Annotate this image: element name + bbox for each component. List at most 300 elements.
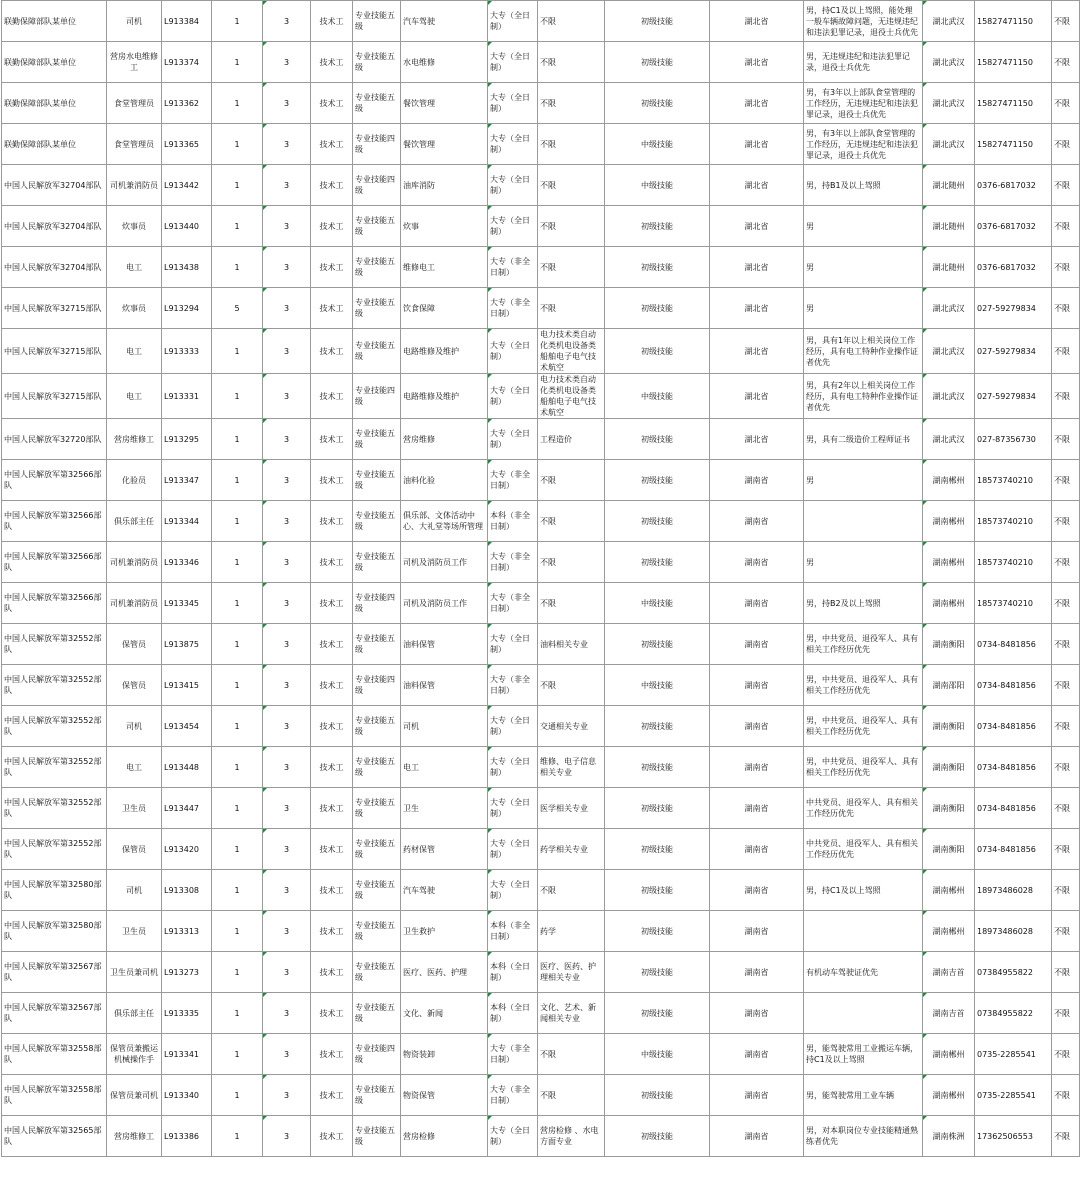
province-cell: 湖南省 — [710, 911, 804, 952]
ratio-cell: 3 — [263, 288, 311, 329]
location-cell: 湖南衡阳 — [923, 788, 975, 829]
requirement-cell: 男，具有二级造价工程师证书 — [804, 419, 923, 460]
province-cell: 湖北省 — [710, 247, 804, 288]
count-cell: 1 — [212, 747, 263, 788]
table-row — [2, 1, 1080, 42]
count-cell: 1 — [212, 993, 263, 1034]
code-cell: L913440 — [162, 206, 212, 247]
post-cell: 司机 — [107, 706, 162, 747]
skill-cell: 初级技能 — [605, 329, 710, 374]
education-cell: 大专（全日制） — [488, 1, 538, 42]
unit-cell: 中国人民解放军第32552部队 — [2, 829, 107, 870]
skill-cell: 初级技能 — [605, 706, 710, 747]
unit-cell: 中国人民解放军第32552部队 — [2, 665, 107, 706]
location-cell: 湖北武汉 — [923, 42, 975, 83]
location-cell: 湖北武汉 — [923, 374, 975, 419]
unit-cell: 中国人民解放军第32566部队 — [2, 501, 107, 542]
skill-cell: 初级技能 — [605, 911, 710, 952]
ratio-cell: 3 — [263, 206, 311, 247]
category-cell: 技术工 — [311, 247, 353, 288]
location-cell: 湖南邵阳 — [923, 665, 975, 706]
count-cell: 1 — [212, 624, 263, 665]
other-cell: 不限 — [1052, 329, 1080, 374]
unit-cell: 中国人民解放军第32566部队 — [2, 542, 107, 583]
grade-cell: 专业技能五级 — [353, 747, 401, 788]
table-row — [2, 206, 1080, 247]
grade-cell: 专业技能五级 — [353, 501, 401, 542]
ratio-cell: 3 — [263, 165, 311, 206]
category-cell: 技术工 — [311, 583, 353, 624]
post-cell: 司机兼消防员 — [107, 542, 162, 583]
unit-cell: 联勤保障部队某单位 — [2, 83, 107, 124]
skill-cell: 初级技能 — [605, 1, 710, 42]
post-cell: 卫生员 — [107, 788, 162, 829]
grade-cell: 专业技能四级 — [353, 1034, 401, 1075]
location-cell: 湖北随州 — [923, 247, 975, 288]
major-cell: 营房检修 、水电方面专业 — [538, 1116, 605, 1157]
post-cell: 电工 — [107, 247, 162, 288]
duty-cell: 油料保管 — [401, 624, 488, 665]
code-cell: L913340 — [162, 1075, 212, 1116]
count-cell: 1 — [212, 706, 263, 747]
table-row — [2, 329, 1080, 374]
count-cell: 1 — [212, 419, 263, 460]
grade-cell: 专业技能四级 — [353, 165, 401, 206]
requirement-cell: 男 — [804, 288, 923, 329]
code-cell: L913341 — [162, 1034, 212, 1075]
skill-cell: 初级技能 — [605, 747, 710, 788]
table-row — [2, 624, 1080, 665]
location-cell: 湖南郴州 — [923, 583, 975, 624]
requirement-cell: 中共党员、退役军人、具有相关工作经历优先 — [804, 788, 923, 829]
table-row — [2, 788, 1080, 829]
code-cell: L913273 — [162, 952, 212, 993]
location-cell: 湖南郴州 — [923, 501, 975, 542]
province-cell: 湖南省 — [710, 788, 804, 829]
table-row — [2, 1116, 1080, 1157]
province-cell: 湖北省 — [710, 83, 804, 124]
category-cell: 技术工 — [311, 993, 353, 1034]
phone-cell: 027-87356730 — [975, 419, 1052, 460]
count-cell: 1 — [212, 124, 263, 165]
duty-cell: 餐饮管理 — [401, 83, 488, 124]
duty-cell: 物资保管 — [401, 1075, 488, 1116]
code-cell: L913386 — [162, 1116, 212, 1157]
province-cell: 湖南省 — [710, 1034, 804, 1075]
other-cell: 不限 — [1052, 993, 1080, 1034]
post-cell: 营房维修工 — [107, 419, 162, 460]
other-cell: 不限 — [1052, 911, 1080, 952]
unit-cell: 中国人民解放军第32580部队 — [2, 911, 107, 952]
table-row — [2, 42, 1080, 83]
requirement-cell: 男 — [804, 460, 923, 501]
major-cell: 不限 — [538, 165, 605, 206]
count-cell: 1 — [212, 665, 263, 706]
category-cell: 技术工 — [311, 829, 353, 870]
duty-cell: 司机及消防员工作 — [401, 583, 488, 624]
code-cell: L913345 — [162, 583, 212, 624]
grade-cell: 专业技能四级 — [353, 665, 401, 706]
phone-cell: 18573740210 — [975, 460, 1052, 501]
requirement-cell — [804, 993, 923, 1034]
ratio-cell: 3 — [263, 993, 311, 1034]
code-cell: L913294 — [162, 288, 212, 329]
ratio-cell: 3 — [263, 952, 311, 993]
other-cell: 不限 — [1052, 288, 1080, 329]
post-cell: 俱乐部主任 — [107, 993, 162, 1034]
location-cell: 湖南吉首 — [923, 993, 975, 1034]
category-cell: 技术工 — [311, 288, 353, 329]
requirement-cell — [804, 911, 923, 952]
post-cell: 食堂管理员 — [107, 124, 162, 165]
count-cell: 1 — [212, 1, 263, 42]
duty-cell: 饮食保障 — [401, 288, 488, 329]
other-cell: 不限 — [1052, 1034, 1080, 1075]
grade-cell: 专业技能五级 — [353, 542, 401, 583]
code-cell: L913442 — [162, 165, 212, 206]
major-cell: 不限 — [538, 583, 605, 624]
code-cell: L913448 — [162, 747, 212, 788]
other-cell: 不限 — [1052, 870, 1080, 911]
duty-cell: 电路维修及维护 — [401, 374, 488, 419]
skill-cell: 初级技能 — [605, 542, 710, 583]
table-row — [2, 83, 1080, 124]
skill-cell: 初级技能 — [605, 624, 710, 665]
code-cell: L913344 — [162, 501, 212, 542]
unit-cell: 中国人民解放军32704部队 — [2, 165, 107, 206]
major-cell: 不限 — [538, 1075, 605, 1116]
unit-cell: 中国人民解放军第32566部队 — [2, 583, 107, 624]
skill-cell: 初级技能 — [605, 247, 710, 288]
requirement-cell: 男，持C1及以上驾照，能处理一般车辆故障问题，无违规违纪和违法犯罪记录，退役士兵优先 — [804, 1, 923, 42]
unit-cell: 中国人民解放军第32552部队 — [2, 788, 107, 829]
count-cell: 1 — [212, 583, 263, 624]
grade-cell: 专业技能五级 — [353, 870, 401, 911]
province-cell: 湖北省 — [710, 206, 804, 247]
count-cell: 1 — [212, 1034, 263, 1075]
unit-cell: 中国人民解放军32704部队 — [2, 247, 107, 288]
grade-cell: 专业技能五级 — [353, 460, 401, 501]
grade-cell: 专业技能五级 — [353, 206, 401, 247]
category-cell: 技术工 — [311, 329, 353, 374]
requirement-cell: 有机动车驾驶证优先 — [804, 952, 923, 993]
code-cell: L913420 — [162, 829, 212, 870]
education-cell: 大专（全日制） — [488, 829, 538, 870]
ratio-cell: 3 — [263, 747, 311, 788]
code-cell: L913295 — [162, 419, 212, 460]
count-cell: 1 — [212, 247, 263, 288]
skill-cell: 初级技能 — [605, 870, 710, 911]
ratio-cell: 3 — [263, 1034, 311, 1075]
duty-cell: 油料化验 — [401, 460, 488, 501]
other-cell: 不限 — [1052, 665, 1080, 706]
province-cell: 湖南省 — [710, 747, 804, 788]
count-cell: 1 — [212, 329, 263, 374]
duty-cell: 水电维修 — [401, 42, 488, 83]
grade-cell: 专业技能五级 — [353, 706, 401, 747]
province-cell: 湖南省 — [710, 624, 804, 665]
phone-cell: 07384955822 — [975, 952, 1052, 993]
post-cell: 司机 — [107, 1, 162, 42]
education-cell: 大专（全日制） — [488, 870, 538, 911]
other-cell: 不限 — [1052, 583, 1080, 624]
requirement-cell: 男，有3年以上部队食堂管理的工作经历，无违规违纪和违法犯罪记录，退役士兵优先 — [804, 83, 923, 124]
category-cell: 技术工 — [311, 206, 353, 247]
count-cell: 1 — [212, 165, 263, 206]
province-cell: 湖北省 — [710, 329, 804, 374]
skill-cell: 初级技能 — [605, 1075, 710, 1116]
unit-cell: 联勤保障部队某单位 — [2, 1, 107, 42]
category-cell: 技术工 — [311, 665, 353, 706]
other-cell: 不限 — [1052, 206, 1080, 247]
post-cell: 卫生员 — [107, 911, 162, 952]
province-cell: 湖南省 — [710, 1116, 804, 1157]
requirement-cell: 男，具有1年以上相关岗位工作经历，具有电工特种作业操作证者优先 — [804, 329, 923, 374]
unit-cell: 中国人民解放军第32558部队 — [2, 1075, 107, 1116]
education-cell: 大专（全日制） — [488, 788, 538, 829]
unit-cell: 联勤保障部队某单位 — [2, 42, 107, 83]
code-cell: L913454 — [162, 706, 212, 747]
phone-cell: 15827471150 — [975, 124, 1052, 165]
major-cell: 维修、电子信息相关专业 — [538, 747, 605, 788]
table-row — [2, 993, 1080, 1034]
requirement-cell: 男，有3年以上部队食堂管理的工作经历，无违规违纪和违法犯罪记录，退役士兵优先 — [804, 124, 923, 165]
duty-cell: 药材保管 — [401, 829, 488, 870]
phone-cell: 0734-8481856 — [975, 788, 1052, 829]
post-cell: 司机兼消防员 — [107, 583, 162, 624]
skill-cell: 初级技能 — [605, 952, 710, 993]
unit-cell: 中国人民解放军32715部队 — [2, 288, 107, 329]
location-cell: 湖北武汉 — [923, 124, 975, 165]
location-cell: 湖南郴州 — [923, 542, 975, 583]
other-cell: 不限 — [1052, 374, 1080, 419]
count-cell: 1 — [212, 788, 263, 829]
province-cell: 湖南省 — [710, 870, 804, 911]
post-cell: 俱乐部主任 — [107, 501, 162, 542]
unit-cell: 中国人民解放军32715部队 — [2, 374, 107, 419]
other-cell: 不限 — [1052, 542, 1080, 583]
phone-cell: 0734-8481856 — [975, 624, 1052, 665]
category-cell: 技术工 — [311, 460, 353, 501]
category-cell: 技术工 — [311, 165, 353, 206]
category-cell: 技术工 — [311, 1, 353, 42]
province-cell: 湖南省 — [710, 1075, 804, 1116]
location-cell: 湖南郴州 — [923, 1075, 975, 1116]
education-cell: 大专（全日制） — [488, 706, 538, 747]
post-cell: 炊事员 — [107, 288, 162, 329]
ratio-cell: 3 — [263, 1116, 311, 1157]
ratio-cell: 3 — [263, 42, 311, 83]
phone-cell: 18973486028 — [975, 911, 1052, 952]
post-cell: 电工 — [107, 329, 162, 374]
grade-cell: 专业技能五级 — [353, 788, 401, 829]
count-cell: 1 — [212, 1116, 263, 1157]
education-cell: 大专（非全日制） — [488, 583, 538, 624]
major-cell: 电力技术类自动化类机电设备类船舶电子电气技术航空 — [538, 329, 605, 374]
education-cell: 大专（非全日制） — [488, 1075, 538, 1116]
post-cell: 保管员 — [107, 665, 162, 706]
other-cell: 不限 — [1052, 501, 1080, 542]
unit-cell: 中国人民解放军32704部队 — [2, 206, 107, 247]
table-row — [2, 870, 1080, 911]
education-cell: 大专（全日制） — [488, 1116, 538, 1157]
requirement-cell: 男，无违规违纪和违法犯罪记录，退役士兵优先 — [804, 42, 923, 83]
category-cell: 技术工 — [311, 83, 353, 124]
location-cell: 湖南衡阳 — [923, 829, 975, 870]
table-row — [2, 706, 1080, 747]
unit-cell: 中国人民解放军第32565部队 — [2, 1116, 107, 1157]
major-cell: 不限 — [538, 288, 605, 329]
count-cell: 1 — [212, 952, 263, 993]
location-cell: 湖北随州 — [923, 206, 975, 247]
unit-cell: 中国人民解放军第32567部队 — [2, 993, 107, 1034]
skill-cell: 中级技能 — [605, 374, 710, 419]
location-cell: 湖南衡阳 — [923, 747, 975, 788]
unit-cell: 中国人民解放军第32566部队 — [2, 460, 107, 501]
education-cell: 大专（全日制） — [488, 83, 538, 124]
phone-cell: 15827471150 — [975, 1, 1052, 42]
major-cell: 交通相关专业 — [538, 706, 605, 747]
grade-cell: 专业技能四级 — [353, 124, 401, 165]
ratio-cell: 3 — [263, 665, 311, 706]
post-cell: 食堂管理员 — [107, 83, 162, 124]
post-cell: 保管员 — [107, 829, 162, 870]
unit-cell: 中国人民解放军第32558部队 — [2, 1034, 107, 1075]
ratio-cell: 3 — [263, 419, 311, 460]
major-cell: 不限 — [538, 460, 605, 501]
category-cell: 技术工 — [311, 1075, 353, 1116]
duty-cell: 卫生救护 — [401, 911, 488, 952]
major-cell: 不限 — [538, 501, 605, 542]
skill-cell: 中级技能 — [605, 1034, 710, 1075]
duty-cell: 司机 — [401, 706, 488, 747]
category-cell: 技术工 — [311, 501, 353, 542]
duty-cell: 俱乐部、文体活动中心、大礼堂等场所管理 — [401, 501, 488, 542]
duty-cell: 汽车驾驶 — [401, 1, 488, 42]
province-cell: 湖南省 — [710, 829, 804, 870]
duty-cell: 汽车驾驶 — [401, 870, 488, 911]
other-cell: 不限 — [1052, 419, 1080, 460]
phone-cell: 027-59279834 — [975, 374, 1052, 419]
grade-cell: 专业技能五级 — [353, 911, 401, 952]
requirement-cell: 男，中共党员、退役军人、具有相关工作经历优先 — [804, 706, 923, 747]
province-cell: 湖南省 — [710, 665, 804, 706]
unit-cell: 中国人民解放军32715部队 — [2, 329, 107, 374]
province-cell: 湖北省 — [710, 374, 804, 419]
duty-cell: 维修电工 — [401, 247, 488, 288]
category-cell: 技术工 — [311, 1116, 353, 1157]
requirement-cell: 男，持B1及以上驾照 — [804, 165, 923, 206]
requirement-cell: 男，对本职岗位专业技能精通熟练者优先 — [804, 1116, 923, 1157]
count-cell: 1 — [212, 542, 263, 583]
position-table — [1, 0, 1080, 1157]
major-cell: 不限 — [538, 870, 605, 911]
ratio-cell: 3 — [263, 706, 311, 747]
code-cell: L913313 — [162, 911, 212, 952]
major-cell: 不限 — [538, 83, 605, 124]
education-cell: 本科（全日制） — [488, 952, 538, 993]
major-cell: 不限 — [538, 665, 605, 706]
ratio-cell: 3 — [263, 329, 311, 374]
location-cell: 湖南郴州 — [923, 911, 975, 952]
grade-cell: 专业技能五级 — [353, 1075, 401, 1116]
other-cell: 不限 — [1052, 42, 1080, 83]
phone-cell: 0376-6817032 — [975, 247, 1052, 288]
count-cell: 1 — [212, 460, 263, 501]
duty-cell: 营房维修 — [401, 419, 488, 460]
grade-cell: 专业技能四级 — [353, 583, 401, 624]
table-row — [2, 501, 1080, 542]
other-cell: 不限 — [1052, 706, 1080, 747]
duty-cell: 医疗、医药、护理 — [401, 952, 488, 993]
ratio-cell: 3 — [263, 911, 311, 952]
count-cell: 1 — [212, 206, 263, 247]
table-row — [2, 247, 1080, 288]
major-cell: 不限 — [538, 42, 605, 83]
duty-cell: 油料保管 — [401, 665, 488, 706]
table-row — [2, 829, 1080, 870]
ratio-cell: 3 — [263, 247, 311, 288]
phone-cell: 18573740210 — [975, 501, 1052, 542]
requirement-cell: 男，中共党员、退役军人、具有相关工作经历优先 — [804, 665, 923, 706]
province-cell: 湖南省 — [710, 952, 804, 993]
major-cell: 不限 — [538, 124, 605, 165]
duty-cell: 电工 — [401, 747, 488, 788]
province-cell: 湖南省 — [710, 460, 804, 501]
other-cell: 不限 — [1052, 788, 1080, 829]
education-cell: 大专（非全日制） — [488, 460, 538, 501]
post-cell: 营房水电维修工 — [107, 42, 162, 83]
code-cell: L913447 — [162, 788, 212, 829]
table-row — [2, 665, 1080, 706]
post-cell: 电工 — [107, 374, 162, 419]
requirement-cell: 男，中共党员、退役军人、具有相关工作经历优先 — [804, 624, 923, 665]
ratio-cell: 3 — [263, 374, 311, 419]
phone-cell: 0735-2285541 — [975, 1034, 1052, 1075]
unit-cell: 中国人民解放军第32552部队 — [2, 624, 107, 665]
major-cell: 医学相关专业 — [538, 788, 605, 829]
skill-cell: 中级技能 — [605, 583, 710, 624]
grade-cell: 专业技能五级 — [353, 83, 401, 124]
post-cell: 司机兼消防员 — [107, 165, 162, 206]
skill-cell: 初级技能 — [605, 501, 710, 542]
count-cell: 1 — [212, 501, 263, 542]
education-cell: 大专（全日制） — [488, 624, 538, 665]
phone-cell: 15827471150 — [975, 83, 1052, 124]
requirement-cell: 男，能驾驶常用工业搬运车辆，持C1及以上驾照 — [804, 1034, 923, 1075]
post-cell: 保管员兼搬运机械操作手 — [107, 1034, 162, 1075]
grade-cell: 专业技能五级 — [353, 1, 401, 42]
education-cell: 大专（全日制） — [488, 42, 538, 83]
education-cell: 大专（全日制） — [488, 165, 538, 206]
table-body — [2, 1, 1080, 1157]
major-cell: 电力技术类自动化类机电设备类船舶电子电气技术航空 — [538, 374, 605, 419]
other-cell: 不限 — [1052, 952, 1080, 993]
phone-cell: 17362506553 — [975, 1116, 1052, 1157]
grade-cell: 专业技能五级 — [353, 829, 401, 870]
table-row — [2, 460, 1080, 501]
unit-cell: 中国人民解放军第32552部队 — [2, 706, 107, 747]
requirement-cell: 男 — [804, 206, 923, 247]
ratio-cell: 3 — [263, 124, 311, 165]
education-cell: 本科（非全日制） — [488, 911, 538, 952]
unit-cell: 联勤保障部队某单位 — [2, 124, 107, 165]
province-cell: 湖北省 — [710, 124, 804, 165]
table-row — [2, 1034, 1080, 1075]
education-cell: 大专（全日制） — [488, 747, 538, 788]
duty-cell: 卫生 — [401, 788, 488, 829]
province-cell: 湖北省 — [710, 1, 804, 42]
